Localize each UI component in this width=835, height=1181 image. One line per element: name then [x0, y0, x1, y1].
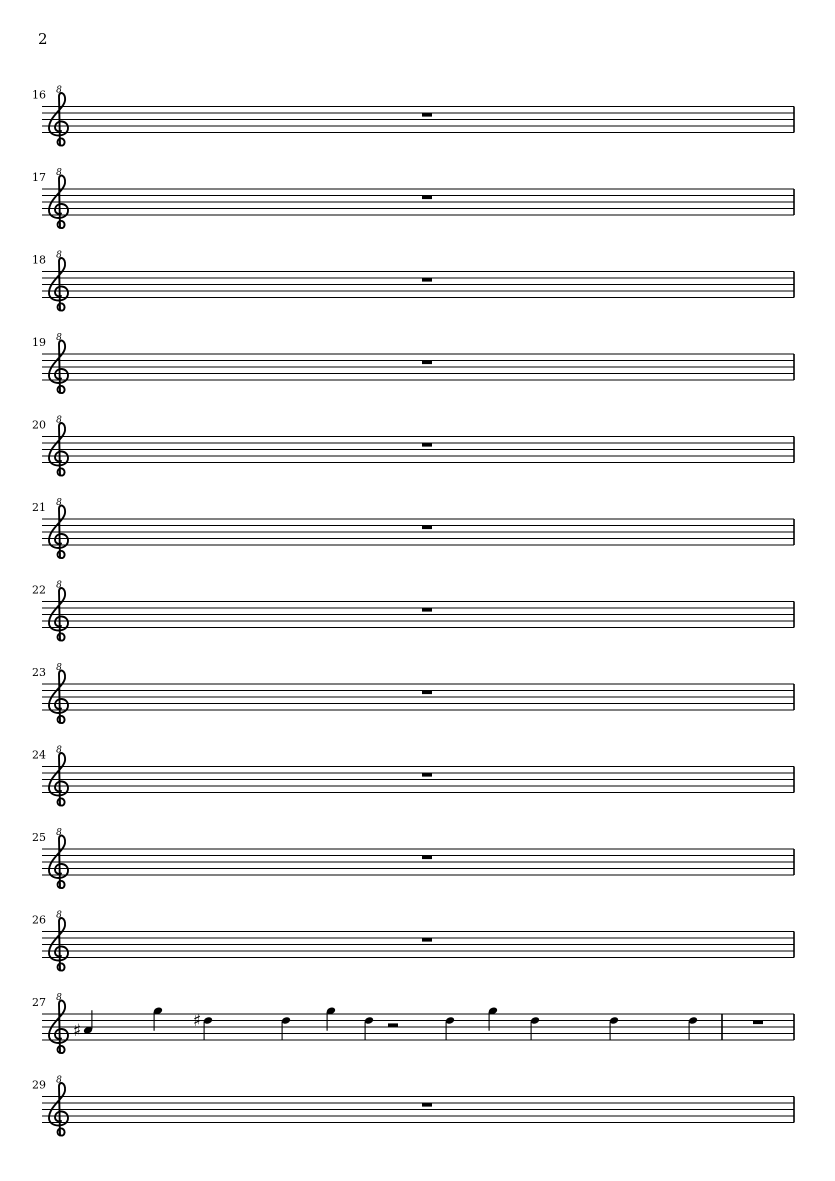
whole-rest	[753, 1021, 763, 1025]
whole-rest	[422, 196, 432, 200]
staff-system	[32, 1076, 794, 1136]
clef-octave-mark: 8	[56, 415, 62, 426]
whole-rest	[422, 113, 432, 117]
measure-number: 18	[32, 253, 46, 267]
whole-rest	[422, 938, 432, 942]
sharp-accidental: ♯	[192, 1011, 202, 1031]
clef-octave-mark: 8	[56, 663, 62, 673]
clef-octave-mark: 8	[56, 993, 62, 1003]
staff-system	[32, 86, 794, 146]
whole-rest	[422, 773, 432, 777]
measure-number: 26	[32, 913, 46, 927]
staff-system	[32, 581, 794, 641]
clef-octave-mark: 8	[56, 745, 62, 756]
whole-rest	[422, 691, 432, 695]
clef-octave-mark: 8	[56, 1075, 62, 1086]
whole-rest	[422, 856, 432, 860]
staff-system	[32, 828, 794, 888]
clef-octave-mark: 8	[56, 828, 62, 838]
staff-system	[32, 663, 794, 723]
staff-system	[32, 333, 794, 393]
staff-system	[32, 498, 794, 558]
whole-rest	[422, 1103, 432, 1107]
measure-number: 29	[32, 1078, 46, 1092]
staff-system	[32, 251, 794, 311]
clef-octave-mark: 8	[56, 250, 62, 261]
clef-octave-mark: 8	[56, 85, 62, 96]
measure-number: 16	[32, 88, 46, 102]
measure-number: 19	[32, 336, 46, 349]
whole-rest	[422, 361, 432, 365]
staff-system	[32, 911, 794, 971]
whole-rest	[422, 526, 432, 530]
measure-number: 27	[32, 996, 46, 1009]
half-rest	[388, 1023, 398, 1027]
measure-number: 24	[32, 748, 46, 762]
measure-number: 25	[32, 831, 46, 844]
clef-octave-mark: 8	[56, 580, 62, 591]
clef-octave-mark: 8	[56, 498, 62, 508]
measure-number: 17	[32, 171, 46, 184]
whole-rest	[422, 443, 432, 447]
whole-rest	[422, 608, 432, 612]
measure-number: 23	[32, 666, 46, 679]
clef-octave-mark: 8	[56, 168, 62, 178]
staff-system	[32, 168, 794, 228]
measure-number: 20	[32, 418, 46, 432]
staff-system	[32, 993, 794, 1053]
clef-octave-mark: 8	[56, 333, 62, 343]
staff-system	[32, 746, 794, 806]
page-number: 2	[38, 30, 48, 48]
measure-number: 22	[32, 583, 46, 597]
sharp-accidental: ♯	[72, 1020, 82, 1041]
whole-rest	[422, 278, 432, 282]
clef-octave-mark: 8	[56, 910, 62, 921]
staff-system	[32, 416, 794, 476]
measure-number: 21	[32, 501, 46, 514]
